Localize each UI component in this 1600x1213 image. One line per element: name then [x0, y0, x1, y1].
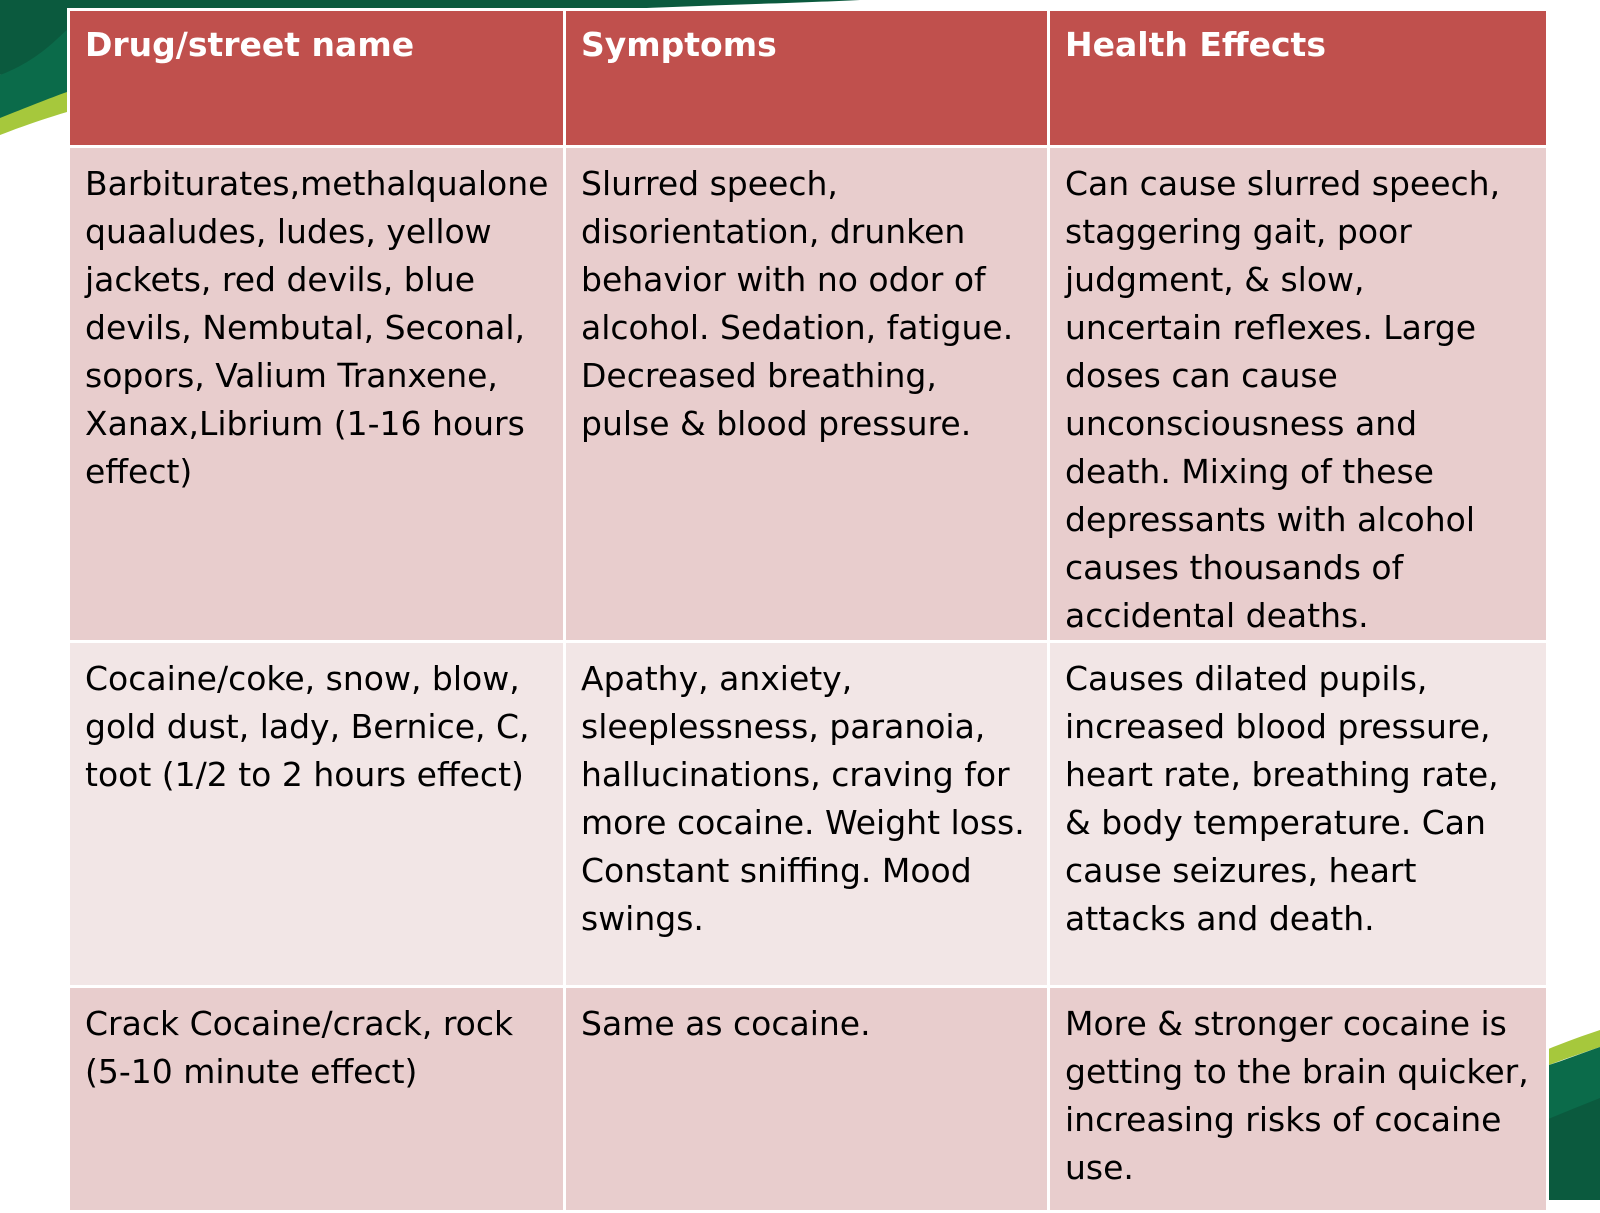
table-header-row: [69, 10, 1548, 147]
table-row: [69, 147, 1548, 642]
drug-cell: Barbiturates,methalqualone quaaludes, ludes, yellow jackets, red devils, blue devils, Nembutal, Seconal, sopors, Valium Tranxene, Xanax,Librium (1-16 hours effect): [69, 147, 565, 642]
bottom-right-swoosh: [1546, 1030, 1600, 1200]
drug-cell: Cocaine/coke, snow, blow, gold dust, lady, Bernice, C, toot (1/2 to 2 hours effect): [69, 642, 565, 987]
column-header-health-effects: Health Effects: [1049, 10, 1548, 147]
drug-cell: Crack Cocaine/crack, rock (5-10 minute effect): [69, 987, 565, 1212]
health-effects-cell: More & stronger cocaine is getting to the brain quicker, increasing risks of cocaine use.: [1049, 987, 1548, 1212]
symptoms-cell: Slurred speech, disorientation, drunken behavior with no odor of alcohol. Sedation, fatigue. Decreased breathing, pulse & blood pressure.: [565, 147, 1049, 642]
drug-info-table: [67, 8, 1549, 1213]
symptoms-cell: Apathy, anxiety, sleeplessness, paranoia, hallucinations, craving for more cocaine. Weight loss. Constant sniffing. Mood swings.: [565, 642, 1049, 987]
column-header-symptoms: Symptoms: [565, 10, 1049, 147]
table-row: [69, 987, 1548, 1212]
health-effects-cell: Causes dilated pupils, increased blood pressure, heart rate, breathing rate, & body temperature. Can cause seizures, heart attacks and death.: [1049, 642, 1548, 987]
column-header-drug: Drug/street name: [69, 10, 565, 147]
health-effects-cell: Can cause slurred speech, staggering gait, poor judgment, & slow, uncertain reflexes. Large doses can cause unconsciousness and death. Mixing of these depressants with alcohol causes thousands of accidental deaths.: [1049, 147, 1548, 642]
table-row: [69, 642, 1548, 987]
symptoms-cell: Same as cocaine.: [565, 987, 1049, 1212]
